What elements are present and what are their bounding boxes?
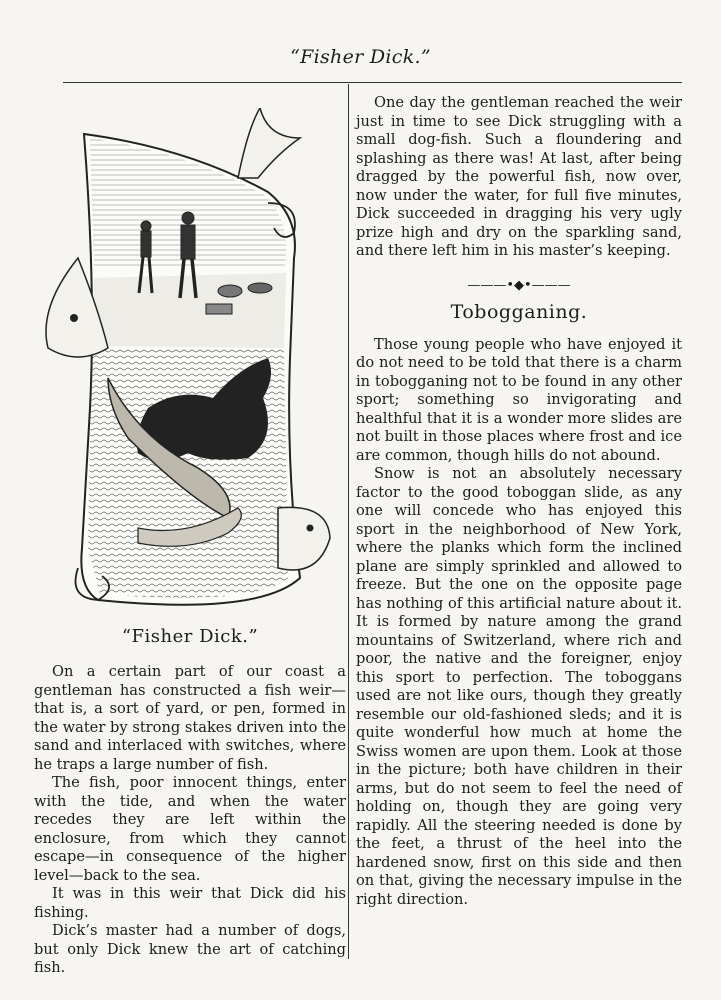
- paragraph: The fish, poor innocent things, enter with the tide, and when the water recedes they are left within the enclosure, from which they cannot escape—in consequence of the higher level—back to the sea.: [34, 774, 346, 884]
- paragraph: Snow is not an absolutely necessary factor to the good toboggan slide, as any one will concede who has enjoyed this sport in the neighborhood of New York, where the planks which form the inclined plane are simply sprinkled and allowed to freeze. But the one on the opposite page has nothing of this artificial nature about it. It is formed by nature among the grand mountains of Switzerland, where rich and poor, the native and the foreigner, enjoy this sport to perfection. The toboggans used are not like ours, though they greatly resemble our old-fashioned sleds; and it is quite wonderful how much at home the Swiss women are upon them. Look at those in the picture; both have children in their arms, but do not seem to feel the need of holding on, though they are going very rapidly. All the steering needed is done by the feet, a thrust of the heel into the hardened snow, first on this side and then on that, giving the necessary impulse in the right direction.: [356, 465, 682, 908]
- paragraph: Those young people who have enjoyed it do not need to be told that there is a charm in tobogganing not to be found in any other sport; something so invigorating and healthful that it is a wonder more slides are not built in those places where frost and ice are common, though hills do not abound.: [356, 335, 682, 464]
- section-ornament: ———•◆•———: [467, 277, 571, 293]
- paragraph: On a certain part of our coast a gentleman has constructed a fish weir—that is, a sort of yard, or pen, formed in the water by strong stakes driven into the sand and interlaced with switches, where he traps a large number of fish.: [34, 663, 346, 773]
- left-column: [34, 663, 346, 978]
- paragraph: One day the gentleman reached the weir just in time to see Dick struggling with a small dog-fish. Such a floundering and splashing as there was! At last, after being dragged by the powerful fish, now over, now under the water, for full five minutes, Dick succeeded in dragging his very ugly prize high and dry on the sparkling sand, and there left him in his master’s keeping.: [356, 94, 682, 259]
- section-title: Tobogganing.: [450, 301, 588, 323]
- running-head: “Fisher Dick.”: [290, 46, 431, 68]
- fisher-dick-illustration: [38, 108, 338, 618]
- right-column: [356, 94, 682, 909]
- header-rule: [63, 82, 682, 83]
- paragraph: It was in this weir that Dick did his fishing.: [34, 885, 346, 921]
- illustration-caption: “Fisher Dick.”: [121, 626, 259, 647]
- paragraph: Dick’s master had a number of dogs, but only Dick knew the art of catching fish.: [34, 922, 346, 976]
- column-divider: [348, 84, 349, 959]
- fish-right: [278, 507, 330, 570]
- fish-tail: [238, 108, 300, 178]
